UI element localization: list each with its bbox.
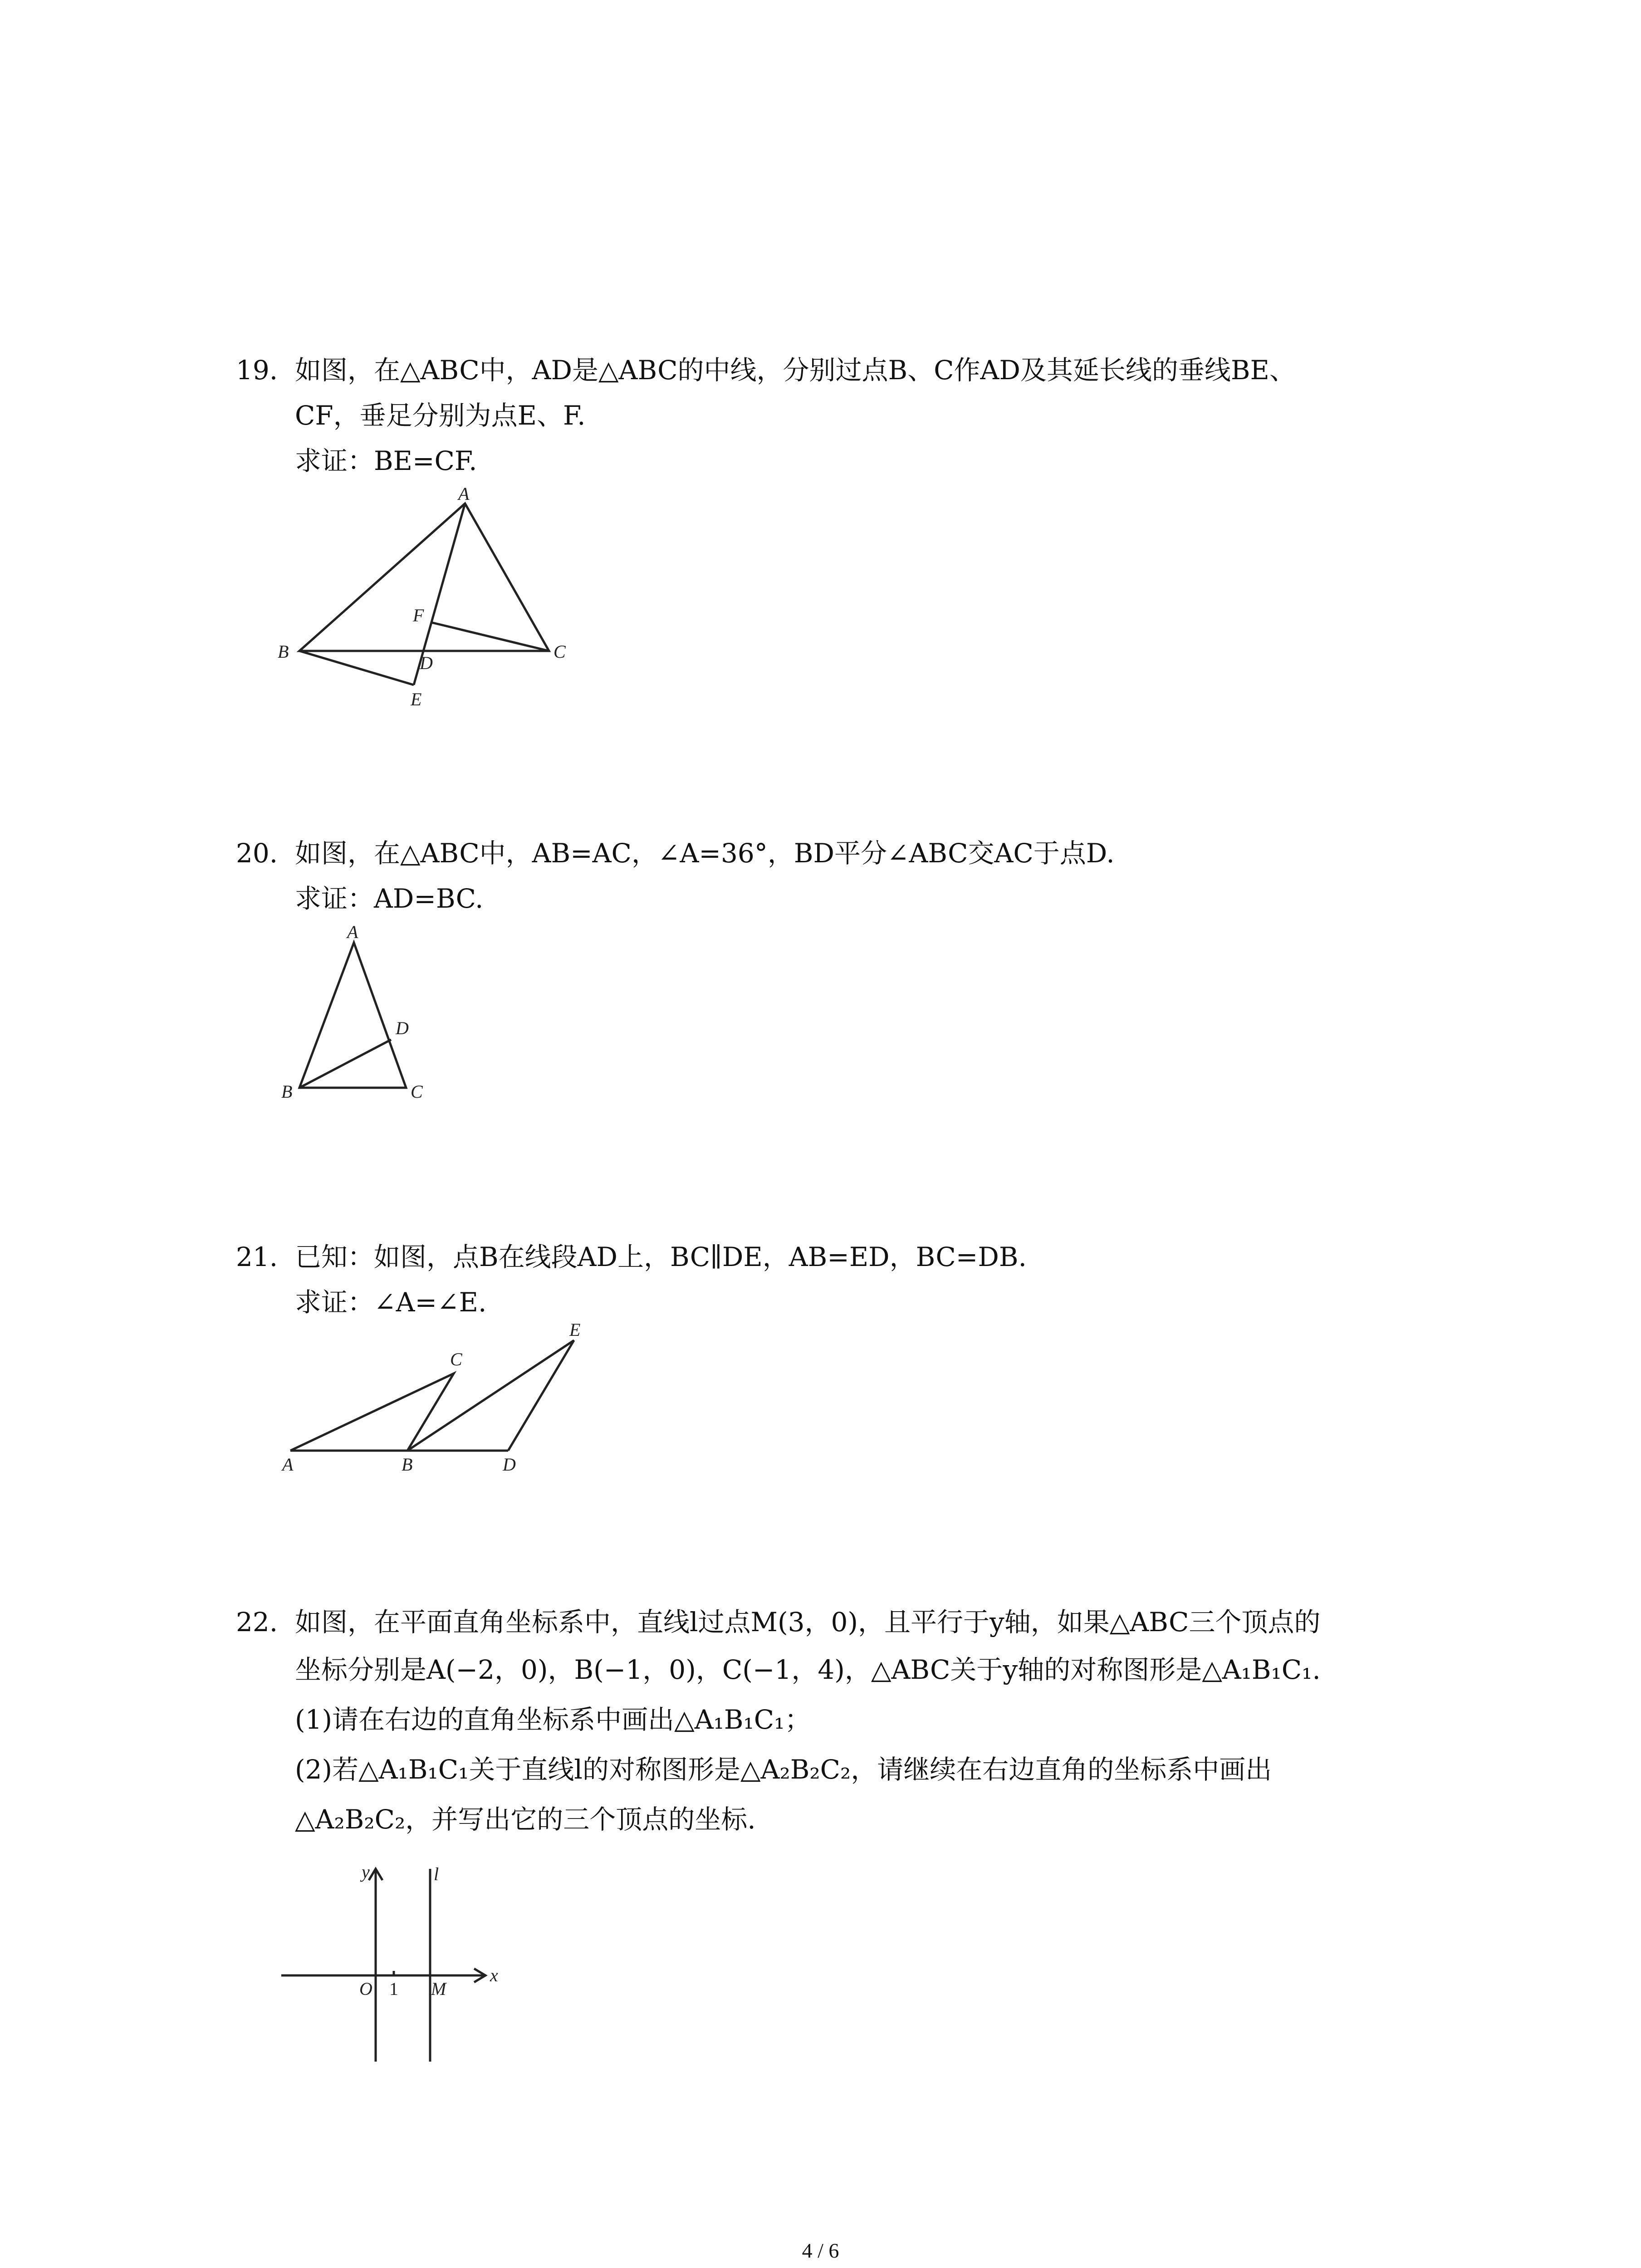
triangle-abc	[299, 943, 406, 1088]
problem-19-figure	[272, 484, 590, 717]
problem-19-line-1: 19. 如图，在△ABC中，AD是△ABC的中线，分别过点B、C作AD及其延长线的垂线BE、	[236, 355, 1296, 386]
label-l: l	[434, 1864, 439, 1884]
label-d: D	[503, 1454, 516, 1475]
problem-number: 22.	[236, 1607, 278, 1637]
problem-22-line-1: 22. 如图，在平面直角坐标系中，直线l过点M(3，0)，且平行于y轴，如果△ABC三个顶点的	[236, 1607, 1321, 1637]
label-a: A	[458, 484, 470, 504]
label-y: y	[362, 1862, 370, 1882]
problem-number: 19.	[236, 355, 278, 386]
problem-22-line-4: (2)若△A₁B₁C₁关于直线l的对称图形是△A₂B₂C₂，请继续在右边直角的坐标系中画出	[295, 1754, 1272, 1785]
label-one: 1	[389, 1979, 398, 1999]
segment-b-e	[299, 651, 414, 685]
label-d: D	[420, 653, 433, 673]
problem-21-figure	[272, 1320, 590, 1492]
label-x: x	[490, 1965, 498, 1985]
problem-21-line-2: 求证：∠A=∠E.	[295, 1287, 487, 1318]
problem-number: 20.	[236, 838, 278, 869]
label-c: C	[450, 1349, 462, 1369]
problem-20-line-2: 求证：AD=BC.	[295, 883, 484, 914]
label-c: C	[411, 1081, 423, 1102]
problem-22-line-3: (1)请在右边的直角坐标系中画出△A₁B₁C₁；	[295, 1704, 811, 1735]
problem-20-line-1: 20. 如图，在△ABC中，AB=AC，∠A=36°，BD平分∠ABC交AC于点D.	[236, 838, 1115, 869]
label-c: C	[554, 641, 566, 662]
problem-22-figure	[272, 1860, 526, 2073]
label-b: B	[402, 1454, 413, 1475]
problem-19-line-3: 求证：BE=CF.	[295, 445, 477, 476]
problem-22-line-5: △A₂B₂C₂，并写出它的三个顶点的坐标.	[295, 1804, 756, 1835]
label-a: A	[282, 1454, 294, 1475]
label-d: D	[396, 1018, 409, 1038]
label-f: F	[413, 605, 424, 626]
segment-c-f	[431, 622, 549, 651]
problem-22-line-2: 坐标分别是A(−2，0)，B(−1，0)，C(−1，4)，△ABC关于y轴的对称图形是△A₁B₁C₁.	[295, 1654, 1321, 1685]
label-a: A	[347, 922, 358, 942]
segment-b-d	[299, 1040, 391, 1088]
problem-number: 21.	[236, 1242, 278, 1272]
label-o: O	[359, 1979, 372, 1999]
segment-b-e-d	[407, 1340, 574, 1451]
problem-21-line-1: 21. 已知：如图，点B在线段AD上，BC∥DE，AB=ED，BC=DB.	[236, 1242, 1027, 1272]
label-b: B	[281, 1081, 293, 1102]
triangle-abc	[299, 503, 549, 651]
label-b: B	[278, 641, 289, 662]
label-m: M	[431, 1979, 446, 1999]
label-e: E	[411, 689, 422, 709]
page-number: 4 / 6	[802, 2239, 839, 2262]
label-e: E	[569, 1320, 581, 1340]
problem-20-figure	[272, 921, 463, 1120]
problem-19-line-2: CF，垂足分别为点E、F.	[295, 400, 586, 431]
segment-a-c-b	[290, 1374, 454, 1451]
